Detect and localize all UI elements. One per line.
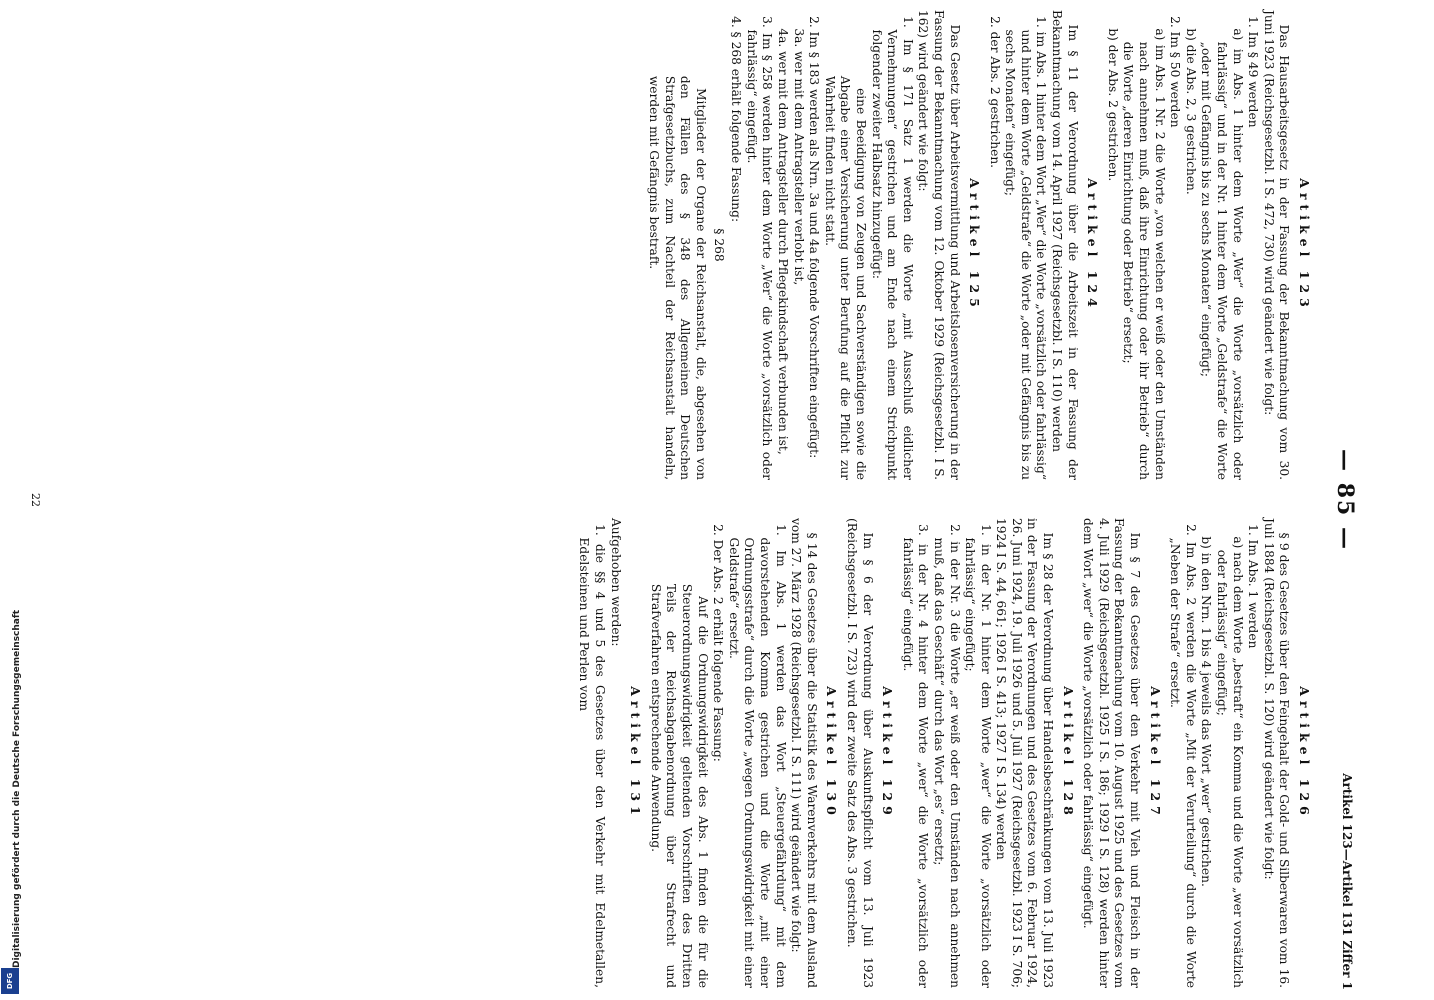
article-123-item-1: 1. Im § 49 werden [1246, 16, 1261, 128]
article-130-item-1: 1. Im Abs. 1 werden das Wort „Steuergefährdung“ mit dem davorstehenden Komma gestrichen und die Worte „mit einer Ordnungsstrafe“ durch die Worte „wegen Ordnungswidrigkeit mit einer Geldstrafe“ ersetzt. [726, 524, 788, 988]
article-130-item-2-quote: Auf die Ordnungswidrigkeit des Abs. 1 finden die für die Steuerordnungswidrigkeit geltenden Vorschriften des Dritten Teils der Reichsabgabenordnung über Strafrecht und Strafverfahren entsprechende Anwendung. [648, 583, 710, 988]
article-124-intro: Im § 11 der Verordnung über die Arbeitszeit in der Fassung der Bekanntmachung vom 14. April 1927 (Reichsgesetzbl. I S. 110) werden [1050, 10, 1080, 480]
article-125-title: Artikel 125 [967, 178, 983, 312]
article-124-item-1: 1. im Abs. 1 hinter dem Wort „Wer“ die Worte „vorsätzlich oder fahrlässig“ und hinter dem Worte „Geldstrafe“ die Worte „oder mit Gefängnis bis zu sechs Monaten“ eingefügt; [1003, 16, 1049, 480]
article-124-title: Artikel 124 [1085, 178, 1101, 312]
article-125-item-3: 3. Im § 258 werden hinter dem Worte „Wer“ die Worte „vorsätzlich oder fahrlässig“ eingefügt. [744, 16, 775, 480]
running-headline: Artikel 123—Artikel 131 Ziffer 1 [1340, 773, 1354, 990]
article-123-item-1a: a) im Abs. 1 hinter dem Worte „Wer“ die Worte „vorsätzlich oder fahrlässig“ und in der Nr. 1 hinter dem Worte „Geldstrafe“ die Worte „oder mit Gefängnis bis zu sechs Monaten“ eingefügt; [1199, 28, 1245, 480]
article-125-item-2: 2. Im § 183 werden als Nrn. 3a und 4a folgende Vorschriften eingefügt: [807, 16, 822, 459]
article-130-item-2: 2. Der Abs. 2 erhält folgende Fassung: [711, 524, 726, 762]
article-128-item-3: 3. in der Nr. 4 hinter dem Worte „wer“ die Worte „vorsätzlich oder fahrlässig“ eingefügt. [900, 524, 931, 988]
article-126-item-2: 2. Im Abs. 2 werden die Worte „Mit der Verurteilung“ durch die Worte „Neben der Strafe“ ersetzt. [1168, 524, 1198, 988]
article-126-item-1: 1. Im Abs. 1 werden [1246, 524, 1261, 649]
article-127-title: Artikel 127 [1147, 686, 1163, 820]
article-125-intro: Das Gesetz über Arbeitsvermittlung und Arbeitslosenversicherung in der Fassung der Bekanntmachung vom 12. Oktober 1929 (Reichsgesetzbl. I S. 162) wird geändert wie folgt: [916, 10, 962, 480]
section-268-heading: § 268 [711, 228, 726, 262]
article-123-intro: Das Hausarbeitsgesetz in der Fassung der Bekanntmachung vom 30. Juni 1923 (Reichsgesetzbl. I S. 472, 730) wird geändert wie folgt: [1261, 10, 1292, 480]
digitization-strip [0, 0, 22, 1000]
article-123-item-2b: b) der Abs. 2 gestrichen. [1105, 28, 1120, 182]
article-125-item-4: 4. § 268 erhält folgende Fassung: [729, 16, 744, 223]
article-123-title: Artikel 123 [1297, 178, 1312, 312]
article-125-item-1: 1. Im § 171 Satz 1 werden die Worte „mit Ausschluß eidlicher Vernehmungen“ gestrichen und am Ende nach einem Strichpunkt folgender zweiter Halbsatz hinzugefügt: [869, 16, 915, 480]
section-268-text: Mitglieder der Organe der Reichsanstalt, die, abgesehen von den Fällen des § 348 des Allgemeinen Deutschen Strafgesetzbuchs, zum Nachteil der Reichsanstalt handeln, werden mit Gefängnis bestraft. [647, 75, 709, 480]
article-128-item-1: 1. in der Nr. 1 hinter dem Worte „wer“ die Worte „vorsätzlich oder fahrlässig“ eingefügt; [963, 524, 993, 988]
article-130-title: Artikel 130 [824, 686, 840, 820]
article-124-item-2: 2. der Abs. 2 gestrichen. [987, 16, 1002, 169]
article-128-item-2: 2. in der Nr. 3 die Worte „er weiß oder den Umständen nach annehmen muß, daß das Geschäft“ durch das Wort „es“ ersetzt; [931, 524, 962, 988]
article-129-title: Artikel 129 [880, 686, 896, 820]
article-131-item-1: 1. die §§ 4 und 5 des Gesetzes über den Verkehr mit Edelmetallen, Edelsteinen und Perlen vom [577, 524, 608, 988]
article-131-title: Artikel 131 [628, 686, 644, 820]
sheet-signature: 22 [29, 493, 42, 507]
right-column [576, 518, 1316, 988]
article-125-item-1-quote: eine Beeidigung von Zeugen und Sachverständigen sowie die Abgabe einer Versicherung unter Berufung auf die Pflicht zur Wahrheit finden nicht statt. [822, 75, 868, 480]
article-130-intro: § 14 des Gesetzes über die Statistik des Warenverkehrs mit dem Ausland vom 27. März 1928 (Reichsgesetzbl. I S. 111) wird geändert wie folgt: [789, 518, 819, 988]
article-131-intro: Aufgehoben werden: [608, 518, 623, 647]
article-123-item-1b: b) die Abs. 2, 3 gestrichen. [1183, 28, 1198, 195]
left-column [646, 10, 1316, 480]
running-head [1330, 10, 1360, 990]
article-126-item-1a: a) nach dem Worte „bestraft“ ein Komma und die Worte „wer vorsätzlich oder fahrlässig“ eingefügt; [1215, 536, 1245, 988]
article-125-item-2-3a: 3a. wer mit dem Antragsteller verlobt ist, [791, 28, 806, 286]
scanned-page [20, 10, 1360, 990]
article-126-item-1b: b) in den Nrn. 1 bis 4 jeweils das Wort „wer“ gestrichen. [1199, 536, 1214, 887]
page-number: — 85 — [1332, 449, 1358, 551]
article-128-intro: Im § 28 der Verordnung über Handelsbeschränkungen vom 13. Juli 1923 in der Fassung der Verordnungen und des Gesetzes vom 6. Februar 1924, 26. Juni 1924, 19. Juli 1926 und 5. Juli 1927 (Reichsgesetzbl. 1923 I S. 706; 1924 I S. 44, 661; 1926 I S. 413; 1927 I S. 134) werden [994, 518, 1056, 988]
article-126-intro: § 9 des Gesetzes über den Feingehalt der Gold- und Silberwaren vom 16. Juli 1884 (Reichsgesetzbl. S. 120) wird geändert wie folgt: [1261, 518, 1292, 988]
article-127-text: Im § 7 des Gesetzes über den Verkehr mit Vieh und Fleisch in der Fassung der Bekanntmachung vom 10. August 1925 und des Gesetzes vom 4. Juli 1929 (Reichsgesetzbl. 1925 I S. 186; 1929 I S. 128) werden hinter dem Wort „wer“ die Worte „vorsätzlich oder fahrlässig“ eingefügt. [1081, 518, 1143, 988]
dfg-logo: DFG [1, 968, 19, 994]
article-123-item-2: 2. Im § 50 werden [1168, 16, 1183, 128]
article-125-item-2-4a: 4a. wer mit dem Antragsteller durch Pflegekindschaft verbunden ist, [776, 28, 790, 455]
article-123-item-2a: a) im Abs. 1 Nr. 2 die Worte „von welchen er weiß oder den Umständen nach annehmen muß, daß ihre Einrichtung oder ihr Betrieb“ durch die Worte „deren Einrichtung oder Betrieb“ ersetzt; [1121, 28, 1167, 480]
article-129-text: Im § 6 der Verordnung über Auskunftspflicht vom 13. Juli 1923 (Reichsgesetzbl. I S. 723) wird der zweite Satz des Abs. 3 gestrichen. [844, 518, 875, 988]
digitization-note: Digitalisierung gefördert durch die Deutsche Forschungsgemeinschaft [12, 609, 22, 968]
article-126-title: Artikel 126 [1297, 686, 1312, 820]
article-128-title: Artikel 128 [1060, 686, 1076, 820]
